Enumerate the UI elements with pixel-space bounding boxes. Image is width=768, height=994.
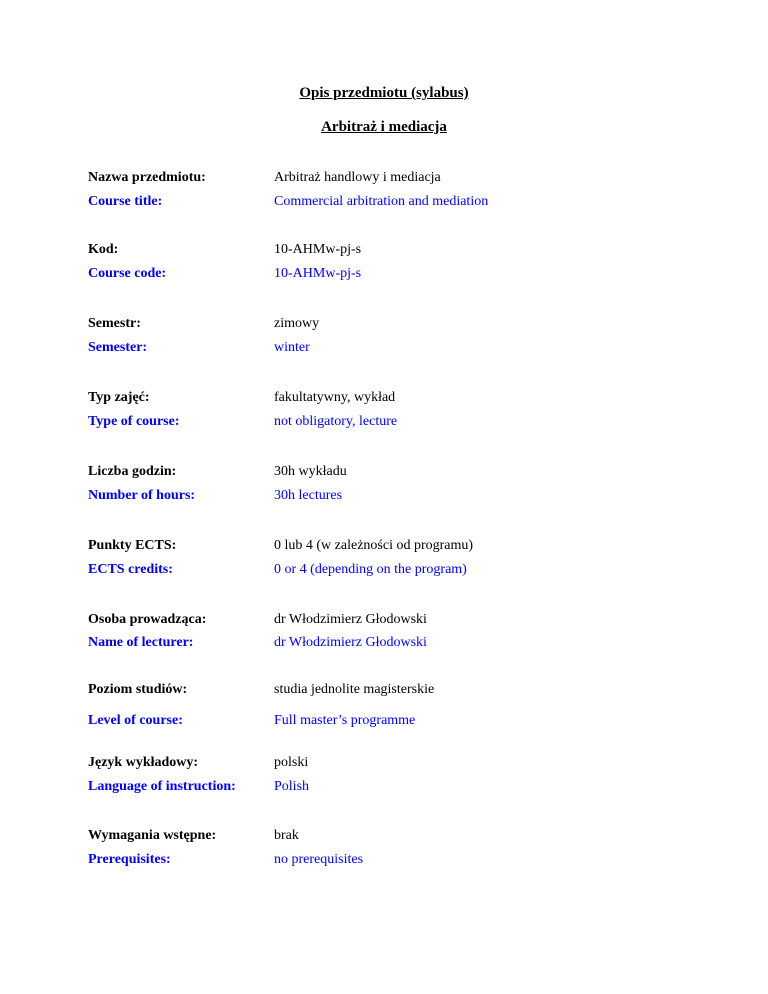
document-subtitle: Arbitraż i mediacja: [321, 119, 447, 135]
field-value: brak: [274, 828, 299, 843]
field-label: ECTS credits:: [88, 562, 173, 577]
document-title: Opis przedmiotu (sylabus): [299, 85, 469, 101]
field-value: no prerequisites: [274, 852, 364, 867]
field-value: Full master’s programme: [274, 713, 416, 728]
field-value: 30h lectures: [274, 488, 343, 503]
field-label: Kod:: [88, 242, 119, 257]
field-value: 10-AHMw-pj-s: [274, 242, 362, 257]
field-label: Język wykładowy:: [88, 755, 199, 770]
field-label: Poziom studiów:: [88, 682, 188, 697]
field-label: Nazwa przedmiotu:: [88, 170, 206, 185]
field-value: not obligatory, lecture: [274, 414, 398, 429]
field-value: studia jednolite magisterskie: [274, 682, 435, 697]
field-value: polski: [274, 755, 309, 770]
field-label: Language of instruction:: [88, 779, 236, 794]
field-label: Semestr:: [88, 316, 141, 331]
field-value: 0 or 4 (depending on the program): [274, 562, 467, 577]
field-value: dr Włodzimierz Głodowski: [274, 635, 427, 650]
field-label: Number of hours:: [88, 488, 196, 503]
field-label: Course title:: [88, 194, 163, 209]
field-value: dr Włodzimierz Głodowski: [274, 612, 427, 627]
field-label: Wymagania wstępne:: [88, 828, 217, 843]
field-value: 0 lub 4 (w zależności od programu): [274, 538, 474, 553]
field-label: Prerequisites:: [88, 852, 171, 867]
field-value: 30h wykładu: [274, 464, 347, 479]
field-label: Osoba prowadząca:: [88, 612, 207, 627]
field-label: Type of course:: [88, 414, 180, 429]
field-label: Typ zajęć:: [88, 390, 150, 405]
field-value: winter: [274, 340, 310, 355]
field-label: Name of lecturer:: [88, 635, 194, 650]
field-value: zimowy: [274, 316, 320, 331]
field-value: Arbitraż handlowy i mediacja: [274, 170, 441, 185]
field-label: Punkty ECTS:: [88, 538, 177, 553]
field-label: Semester:: [88, 340, 148, 355]
field-value: Commercial arbitration and mediation: [274, 194, 489, 209]
field-value: fakultatywny, wykład: [274, 390, 396, 405]
field-label: Liczba godzin:: [88, 464, 177, 479]
syllabus-fields: [88, 0, 708, 994]
field-label: Level of course:: [88, 713, 183, 728]
field-value: Polish: [274, 779, 310, 794]
field-value: 10-AHMw-pj-s: [274, 266, 362, 281]
field-label: Course code:: [88, 266, 167, 281]
